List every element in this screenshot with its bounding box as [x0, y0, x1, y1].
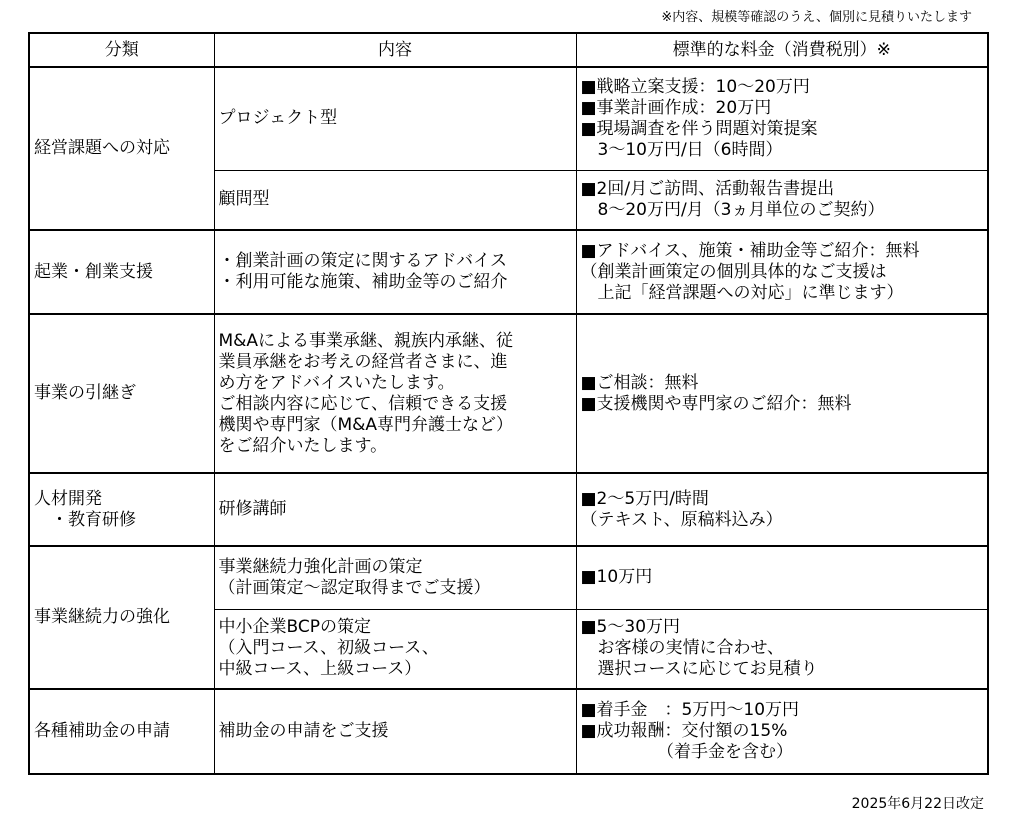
header-category: 分類 — [29, 33, 214, 67]
revision-date: 2025年6月22日改定 — [851, 796, 984, 812]
content-cell: プロジェクト型 — [214, 67, 576, 170]
table-row — [29, 473, 988, 546]
category-cell: 人材開発 ・教育研修 — [29, 473, 214, 546]
fee-table — [28, 32, 989, 775]
fee-cell: ■10万円 — [576, 546, 988, 609]
content-cell: 補助金の申請をご支援 — [214, 689, 576, 774]
header-content: 内容 — [214, 33, 576, 67]
fee-cell: ■ご相談：無料 ■支援機関や専門家のご紹介：無料 — [576, 314, 988, 473]
fee-cell: ■2～5万円/時間 （テキスト、原稿料込み） — [576, 473, 988, 546]
category-cell: 各種補助金の申請 — [29, 689, 214, 774]
content-cell: 顧問型 — [214, 170, 576, 230]
table-row — [29, 230, 988, 314]
estimate-note: ※内容、規模等確認のうえ、個別に見積りいたします — [661, 10, 972, 25]
content-cell: 事業継続力強化計画の策定 （計画策定～認定取得までご支援） — [214, 546, 576, 609]
table-row — [29, 689, 988, 774]
content-cell: 研修講師 — [214, 473, 576, 546]
content-cell: ・創業計画の策定に関するアドバイス ・利用可能な施策、補助金等のご紹介 — [214, 230, 576, 314]
fee-cell: ■戦略立案支援：10～20万円 ■事業計画作成：20万円 ■現場調査を伴う問題対策提案 3～10万円/日（6時間） — [576, 67, 988, 170]
table-row — [29, 314, 988, 473]
content-cell: M&Aによる事業承継、親族内承継、従 業員承継をお考えの経営者さまに、進 め方をアドバイスいたします。 ご相談内容に応じて、信頼できる支援 機関や専門家（M&A専門弁護士など） をご紹介いたします。 — [214, 314, 576, 473]
table-row — [29, 67, 988, 170]
fee-cell: ■着手金 ：5万円～10万円 ■成功報酬：交付額の15% （着手金を含む） — [576, 689, 988, 774]
fee-cell: ■2回/月ご訪問、活動報告書提出 8～20万円/月（3ヵ月単位のご契約） — [576, 170, 988, 230]
table-row — [29, 546, 988, 609]
category-cell: 事業の引継ぎ — [29, 314, 214, 473]
content-cell: 中小企業BCPの策定 （入門コース、初級コース、 中級コース、上級コース） — [214, 609, 576, 689]
fee-cell: ■5～30万円 お客様の実情に合わせ、 選択コースに応じてお見積り — [576, 609, 988, 689]
fee-cell: ■アドバイス、施策・補助金等ご紹介：無料 （創業計画策定の個別具体的なご支援は 上記「経営課題への対応」に準じます） — [576, 230, 988, 314]
category-cell: 事業継続力の強化 — [29, 546, 214, 689]
category-cell: 経営課題への対応 — [29, 67, 214, 230]
header-row — [29, 33, 988, 67]
category-cell: 起業・創業支援 — [29, 230, 214, 314]
header-fee: 標準的な料金（消費税別）※ — [576, 33, 988, 67]
